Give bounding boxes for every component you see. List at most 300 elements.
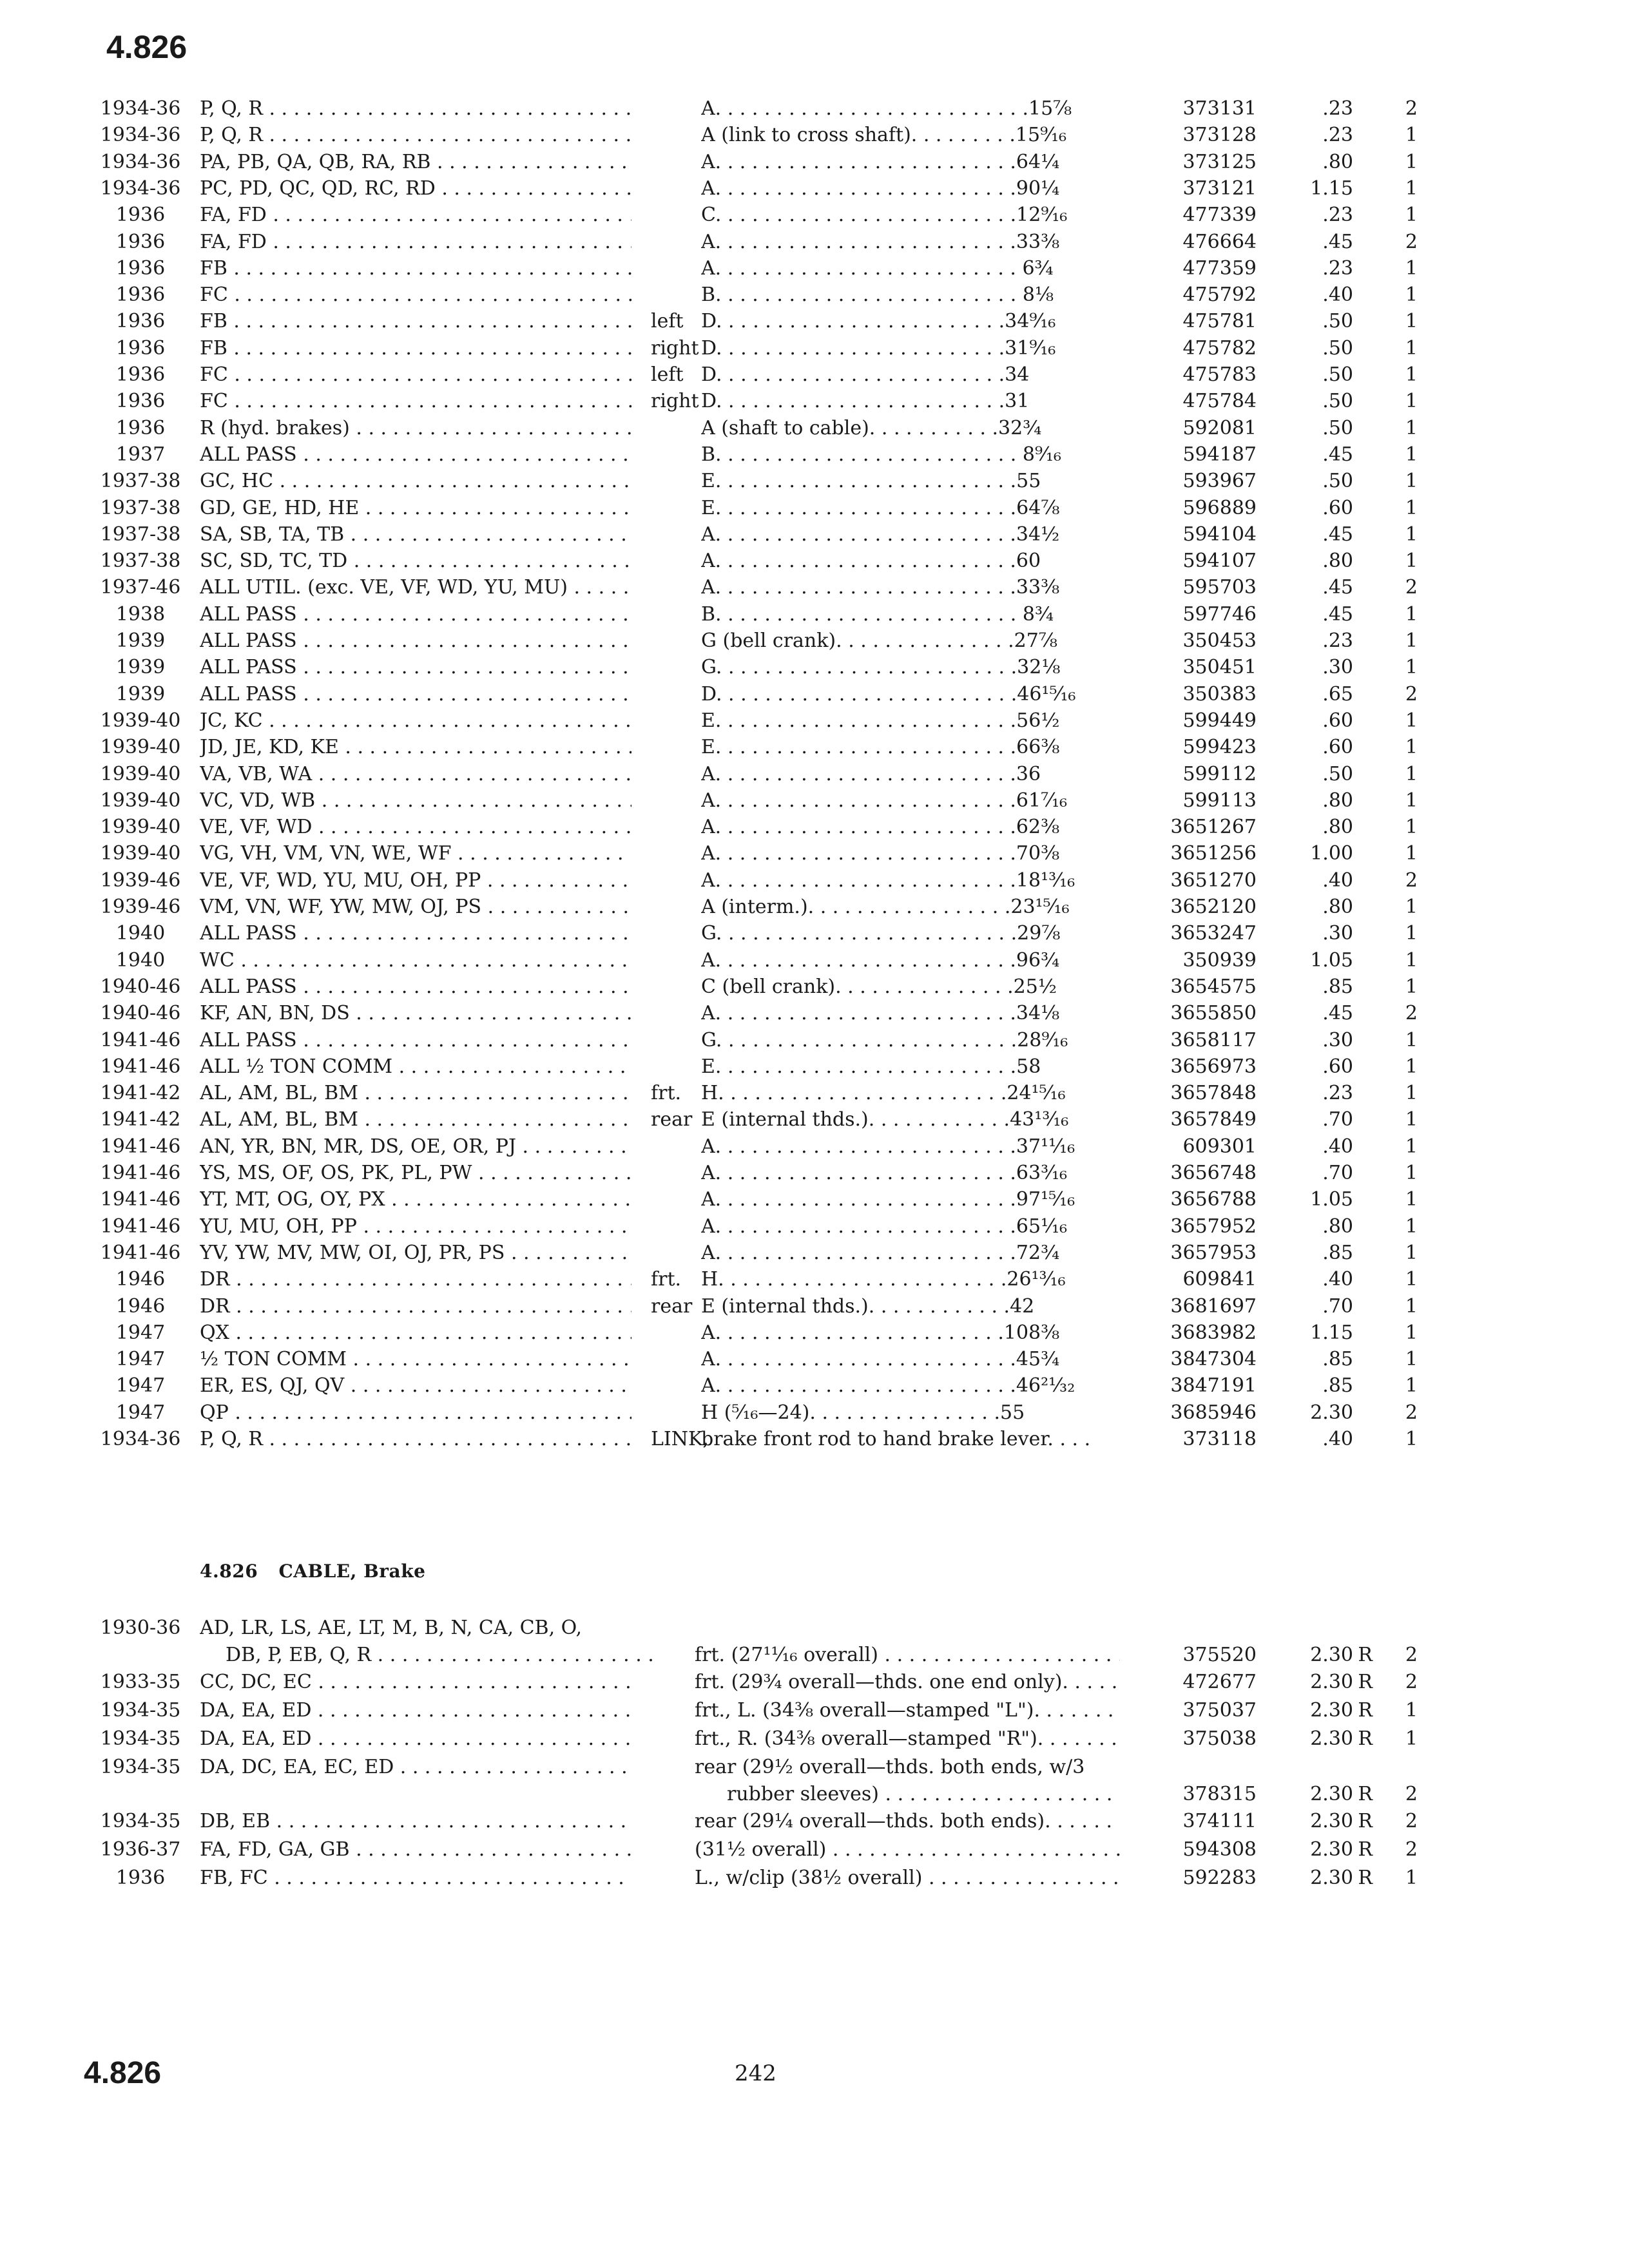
- model-list: VE, VF, WD . . .: [200, 814, 631, 840]
- part-description: A. . . . . . . . . . . . . . . . . . . . . . . . .45¾: [701, 1348, 1060, 1371]
- table-row: [0, 282, 1629, 308]
- table-row: [0, 1372, 1629, 1399]
- part-description: A. . . . . . . . . . . . . . . . . . . . . . . . .33⅜: [701, 576, 1060, 599]
- part-number: 3657952: [1170, 1215, 1257, 1238]
- year-range: 1937-38: [100, 550, 181, 573]
- table-row: [0, 628, 1629, 654]
- year-range: 1936: [115, 256, 166, 280]
- model-list: FA, FD . . .: [200, 202, 631, 228]
- part-price: .40: [1322, 869, 1353, 892]
- part-number: 375038: [1182, 1727, 1257, 1750]
- part-quantity: 1: [1405, 1135, 1418, 1158]
- model-list: SA, SB, TA, TB . . .: [200, 521, 631, 548]
- part-price: .45: [1322, 576, 1353, 599]
- part-description: brake front rod to hand brake lever. . . .: [701, 1428, 1091, 1450]
- table-row: [0, 495, 1629, 521]
- part-price: .45: [1322, 443, 1353, 466]
- year-range: 1936: [115, 204, 166, 227]
- part-number: 375520: [1182, 1644, 1257, 1666]
- part-description: A (shaft to cable). . . . . . . . . . .32¾: [701, 416, 1042, 439]
- part-description: A. . . . . . . . . . . . . . . . . . . . . . . . .63³⁄₁₆: [701, 1162, 1068, 1184]
- part-number: 350453: [1182, 629, 1257, 652]
- part-description: A. . . . . . . . . . . . . . . . . . . . . . . . .70⅜: [701, 842, 1060, 865]
- table-row: [0, 255, 1629, 282]
- part-number: 3655850: [1170, 1002, 1257, 1025]
- year-range: 1934-36: [100, 124, 181, 147]
- year-range: 1933-35: [100, 1671, 181, 1693]
- part-quantity: 2: [1405, 230, 1418, 253]
- part-price: .60: [1322, 709, 1353, 732]
- table-row: [0, 1266, 1629, 1293]
- table-row: [0, 441, 1629, 468]
- table-row: [0, 974, 1629, 1000]
- part-quantity: 2: [1405, 1838, 1418, 1861]
- model-list: P, Q, R . . .: [200, 122, 631, 148]
- part-price: .40: [1322, 1135, 1353, 1158]
- model-list: YV, YW, MV, MW, OI, OJ, PR, PS . . .: [200, 1240, 631, 1266]
- part-quantity: 1: [1405, 1028, 1418, 1052]
- model-list: AN, YR, BN, MR, DS, OE, OR, PJ . . .: [200, 1133, 631, 1160]
- table-row: [0, 761, 1629, 787]
- part-quantity: 1: [1405, 629, 1418, 652]
- table-row: [0, 1027, 1629, 1053]
- part-description: A. . . . . . . . . . . . . . . . . . . . . . . . .90¼: [701, 177, 1060, 200]
- part-number: 477359: [1182, 256, 1257, 280]
- part-quantity: 1: [1405, 736, 1418, 759]
- year-range: 1947: [115, 1321, 166, 1344]
- part-price: 1.05: [1310, 948, 1353, 972]
- part-price: 2.30: [1310, 1671, 1353, 1693]
- part-number: 476664: [1182, 230, 1257, 253]
- model-list: FB . . .: [200, 255, 631, 282]
- year-range: 1941-46: [100, 1241, 181, 1264]
- year-range: 1939: [115, 629, 166, 652]
- model-list: YS, MS, OF, OS, PK, PL, PW . . .: [200, 1160, 631, 1186]
- part-price: 2.30: [1310, 1810, 1353, 1832]
- table-row: [0, 548, 1629, 574]
- model-list: FA, FD, GA, GB . . .: [200, 1836, 631, 1863]
- part-number: 475781: [1182, 310, 1257, 333]
- model-list: JD, JE, KD, KE . . .: [200, 734, 631, 760]
- part-price: 2.30: [1310, 1783, 1353, 1805]
- part-number: 475782: [1182, 336, 1257, 360]
- table-row: [0, 894, 1629, 920]
- part-quantity: 1: [1405, 523, 1418, 546]
- part-number: 3658117: [1170, 1028, 1257, 1052]
- part-description: H. . . . . . . . . . . . . . . . . . . . . . . .26¹³⁄₁₆: [701, 1268, 1066, 1291]
- page-number: 242: [735, 2061, 776, 2086]
- part-description: D. . . . . . . . . . . . . . . . . . . . . . . . .46¹⁵⁄₁₆: [701, 682, 1076, 706]
- part-price: .50: [1322, 470, 1353, 493]
- position-prefix: frt.: [651, 1268, 682, 1291]
- part-description: C (bell crank). . . . . . . . . . . . . . .25½: [701, 975, 1057, 998]
- part-quantity: 2: [1405, 576, 1418, 599]
- part-description: A (interm.). . . . . . . . . . . . . . . . .23¹⁵⁄₁₆: [701, 896, 1070, 918]
- part-quantity: 1: [1405, 1241, 1418, 1264]
- model-list: WC . . .: [200, 947, 631, 974]
- part-number: 375037: [1182, 1699, 1257, 1722]
- year-range: 1941-46: [100, 1215, 181, 1238]
- part-quantity: 1: [1405, 762, 1418, 785]
- part-number: 373121: [1182, 177, 1257, 200]
- part-quantity: 2: [1405, 97, 1418, 120]
- part-number: 599113: [1182, 789, 1257, 812]
- table-row: [0, 867, 1629, 894]
- part-price: .23: [1322, 97, 1353, 120]
- part-price: 1.00: [1310, 842, 1353, 865]
- table-row: [0, 1697, 1629, 1724]
- part-quantity: 2: [1405, 1002, 1418, 1025]
- part-description: H (⁵⁄₁₆—24). . . . . . . . . . . . . . . .55: [701, 1401, 1025, 1424]
- part-price: .45: [1322, 602, 1353, 626]
- part-price: .85: [1322, 1374, 1353, 1398]
- part-number: 3847191: [1170, 1374, 1257, 1398]
- table-row: [0, 1293, 1629, 1320]
- model-list: VC, VD, WB . . .: [200, 787, 631, 814]
- table-row: [0, 1808, 1629, 1835]
- part-description: E (internal thds.). . . . . . . . . . . .43¹³⁄₁₆: [701, 1108, 1069, 1131]
- year-range: 1936: [115, 310, 166, 333]
- model-list: FA, FD . . .: [200, 229, 631, 255]
- year-range: 1937-46: [100, 576, 181, 599]
- part-price: 1.15: [1310, 1321, 1353, 1344]
- part-description: frt. (27¹¹⁄₁₆ overall) . . .: [695, 1642, 1120, 1668]
- model-list: AL, AM, BL, BM . . .: [200, 1106, 631, 1133]
- model-list: R (hyd. brakes) . . .: [200, 415, 631, 441]
- part-quantity: 1: [1405, 496, 1418, 519]
- part-description: G. . . . . . . . . . . . . . . . . . . . . . . . .28⁹⁄₁₆: [701, 1028, 1068, 1052]
- model-list: CC, DC, EC . . .: [200, 1669, 631, 1695]
- part-number: 3685946: [1170, 1401, 1257, 1424]
- part-number: 3652120: [1170, 896, 1257, 918]
- position-prefix: right: [651, 336, 699, 360]
- part-quantity: 2: [1405, 1671, 1418, 1693]
- page-footer-code: 4.826: [84, 2056, 162, 2090]
- part-number: 3651256: [1170, 842, 1257, 865]
- year-range: 1939-40: [100, 762, 181, 785]
- model-list: FB . . .: [200, 335, 631, 361]
- model-list: DA, EA, ED . . .: [200, 1697, 631, 1724]
- part-quantity: 1: [1405, 1727, 1418, 1750]
- part-price: .85: [1322, 1348, 1353, 1371]
- part-description: E. . . . . . . . . . . . . . . . . . . . . . . . .64⅞: [701, 496, 1060, 519]
- year-range: 1939-40: [100, 816, 181, 839]
- part-price: .45: [1322, 1002, 1353, 1025]
- part-price: .85: [1322, 975, 1353, 998]
- part-description: G. . . . . . . . . . . . . . . . . . . . . . . . .29⅞: [701, 922, 1061, 945]
- part-number: 593967: [1182, 470, 1257, 493]
- part-number: 3653247: [1170, 922, 1257, 945]
- part-description: A. . . . . . . . . . . . . . . . . . . . . . . . .36: [701, 762, 1041, 785]
- part-quantity: 1: [1405, 1188, 1418, 1211]
- part-price: .80: [1322, 789, 1353, 812]
- part-price: 1.05: [1310, 1188, 1353, 1211]
- part-description: A. . . . . . . . . . . . . . . . . . . . . . . . .18¹³⁄₁₆: [701, 869, 1075, 892]
- part-description: A. . . . . . . . . . . . . . . . . . . . . . . . .62⅜: [701, 816, 1060, 839]
- part-price: .23: [1322, 629, 1353, 652]
- year-range: 1946: [115, 1268, 166, 1291]
- model-list: QP . . .: [200, 1399, 631, 1426]
- part-quantity: 2: [1405, 1401, 1418, 1424]
- table-row: [0, 1000, 1629, 1026]
- price-class: R: [1358, 1644, 1373, 1666]
- part-quantity: 1: [1405, 896, 1418, 918]
- part-price: 2.30: [1310, 1644, 1353, 1666]
- price-class: R: [1358, 1671, 1373, 1693]
- model-list: ALL UTIL. (exc. VE, VF, WD, YU, MU) . . .: [200, 574, 631, 601]
- position-prefix: rear: [651, 1294, 693, 1318]
- year-range: 1938: [115, 602, 166, 626]
- part-number: 3657849: [1170, 1108, 1257, 1131]
- part-quantity: 1: [1405, 284, 1418, 307]
- part-description: A. . . . . . . . . . . . . . . . . . . . . . . . .34½: [701, 523, 1060, 546]
- part-price: 2.30: [1310, 1699, 1353, 1722]
- table-row: [0, 1320, 1629, 1346]
- part-description: D. . . . . . . . . . . . . . . . . . . . . . . .31: [701, 390, 1030, 413]
- year-range: 1941-46: [100, 1188, 181, 1211]
- model-list: ALL PASS . . .: [200, 654, 631, 680]
- part-description-continued: rubber sleeves) . . .: [727, 1781, 1113, 1807]
- model-list: PC, PD, QC, QD, RC, RD . . .: [200, 175, 631, 202]
- part-number: 599112: [1182, 762, 1257, 785]
- model-list: ALL ½ TON COMM . . .: [200, 1053, 631, 1080]
- part-description: A. . . . . . . . . . . . . . . . . . . . . . . . .96¾: [701, 948, 1060, 972]
- part-quantity: 1: [1405, 1055, 1418, 1078]
- part-number: 595703: [1182, 576, 1257, 599]
- part-number: 3654575: [1170, 975, 1257, 998]
- part-number: 3656748: [1170, 1162, 1257, 1184]
- part-description: B. . . . . . . . . . . . . . . . . . . . . . . . . 8¾: [701, 602, 1054, 626]
- year-range: 1939-40: [100, 842, 181, 865]
- position-prefix: left: [651, 363, 684, 386]
- year-range: 1937-38: [100, 523, 181, 546]
- part-price: .50: [1322, 336, 1353, 360]
- part-quantity: 2: [1405, 1810, 1418, 1832]
- part-quantity: 1: [1405, 1268, 1418, 1291]
- part-description: E (internal thds.). . . . . . . . . . . .42: [701, 1294, 1035, 1318]
- part-price: .45: [1322, 523, 1353, 546]
- part-price: .45: [1322, 230, 1353, 253]
- table-row: [0, 361, 1629, 388]
- table-row: [0, 388, 1629, 414]
- part-description: (31½ overall) . . .: [695, 1836, 1120, 1863]
- part-number: 594107: [1182, 550, 1257, 573]
- year-range: 1936: [115, 390, 166, 413]
- year-range: 1941-46: [100, 1028, 181, 1052]
- year-range: 1940: [115, 922, 166, 945]
- table-row: [0, 707, 1629, 734]
- year-range: 1936: [115, 284, 166, 307]
- part-description: A. . . . . . . . . . . . . . . . . . . . . . . . .64¼: [701, 150, 1060, 173]
- year-range: 1941-42: [100, 1082, 181, 1105]
- table-row: [0, 601, 1629, 628]
- model-list: ALL PASS . . .: [200, 441, 631, 468]
- model-list: FC . . .: [200, 388, 631, 414]
- part-description: B. . . . . . . . . . . . . . . . . . . . . . . . . 8⁹⁄₁₆: [701, 443, 1062, 466]
- part-price: .50: [1322, 762, 1353, 785]
- part-price: .50: [1322, 310, 1353, 333]
- table-row: [0, 814, 1629, 840]
- year-range: 1941-46: [100, 1162, 181, 1184]
- model-list: ALL PASS . . .: [200, 1027, 631, 1053]
- part-price: .40: [1322, 284, 1353, 307]
- part-number: 609301: [1182, 1135, 1257, 1158]
- table-row: [0, 1426, 1629, 1452]
- part-price: .85: [1322, 1241, 1353, 1264]
- part-number: 475792: [1182, 284, 1257, 307]
- table-row: [0, 1754, 1629, 1808]
- part-description: G. . . . . . . . . . . . . . . . . . . . . . . . .32⅛: [701, 656, 1061, 679]
- part-price: .30: [1322, 1028, 1353, 1052]
- price-class: R: [1358, 1727, 1373, 1750]
- year-range: 1937-38: [100, 496, 181, 519]
- part-description: L., w/clip (38½ overall) . . .: [695, 1865, 1120, 1891]
- year-range: 1936-37: [100, 1838, 181, 1861]
- part-quantity: 1: [1405, 1082, 1418, 1105]
- year-range: 1939-46: [100, 896, 181, 918]
- part-price: .70: [1322, 1294, 1353, 1318]
- part-number: 373131: [1182, 97, 1257, 120]
- table-row: [0, 202, 1629, 228]
- part-number: 599449: [1182, 709, 1257, 732]
- year-range: 1947: [115, 1374, 166, 1398]
- table-row: [0, 95, 1629, 122]
- year-range: 1939-40: [100, 709, 181, 732]
- price-class: R: [1358, 1810, 1373, 1832]
- part-description: B. . . . . . . . . . . . . . . . . . . . . . . . . 8⅛: [701, 284, 1054, 307]
- part-number: 3656788: [1170, 1188, 1257, 1211]
- year-range: 1936: [115, 1867, 166, 1889]
- model-list: GC, HC . . .: [200, 468, 631, 494]
- table-row: [0, 1053, 1629, 1080]
- part-description: rear (29½ overall—thds. both ends, w/3: [695, 1756, 1085, 1778]
- part-description: E. . . . . . . . . . . . . . . . . . . . . . . . .56½: [701, 709, 1060, 732]
- year-range: 1940-46: [100, 1002, 181, 1025]
- part-description: E. . . . . . . . . . . . . . . . . . . . . . . . .66⅜: [701, 736, 1060, 759]
- year-range: 1939-40: [100, 789, 181, 812]
- part-number: 609841: [1182, 1268, 1257, 1291]
- part-description: A. . . . . . . . . . . . . . . . . . . . . . . . .72¾: [701, 1241, 1060, 1264]
- part-description: H. . . . . . . . . . . . . . . . . . . . . . . .24¹⁵⁄₁₆: [701, 1082, 1066, 1105]
- year-range: 1934-35: [100, 1699, 181, 1722]
- part-description: E. . . . . . . . . . . . . . . . . . . . . . . . .58: [701, 1055, 1041, 1078]
- position-prefix: rear: [651, 1108, 693, 1131]
- part-number: 350383: [1182, 682, 1257, 706]
- part-number: 592283: [1182, 1867, 1257, 1889]
- position-prefix: frt.: [651, 1082, 682, 1105]
- part-number: 3657953: [1170, 1241, 1257, 1264]
- part-price: .23: [1322, 124, 1353, 147]
- year-range: 1941-46: [100, 1055, 181, 1078]
- position-prefix: right: [651, 390, 699, 413]
- part-quantity: 2: [1405, 682, 1418, 706]
- part-price: .60: [1322, 1055, 1353, 1078]
- part-quantity: 2: [1405, 1783, 1418, 1805]
- year-range: 1939: [115, 682, 166, 706]
- part-price: 2.30: [1310, 1401, 1353, 1424]
- part-quantity: 1: [1405, 1428, 1418, 1450]
- part-quantity: 1: [1405, 310, 1418, 333]
- part-number: 373118: [1182, 1428, 1257, 1450]
- page-header-code: 4.826: [106, 29, 188, 65]
- year-range: 1936: [115, 416, 166, 439]
- table-row: [0, 1836, 1629, 1863]
- part-quantity: 1: [1405, 1215, 1418, 1238]
- model-list: ALL PASS . . .: [200, 681, 631, 707]
- part-price: 2.30: [1310, 1727, 1353, 1750]
- model-list: AD, LR, LS, AE, LT, M, B, N, CA, CB, O,: [200, 1617, 583, 1639]
- table-row: [0, 415, 1629, 441]
- part-description: D. . . . . . . . . . . . . . . . . . . . . . . .31⁹⁄₁₆: [701, 336, 1056, 360]
- section-title: CABLE, Brake: [278, 1561, 426, 1582]
- table-row: [0, 1186, 1629, 1213]
- part-description: E. . . . . . . . . . . . . . . . . . . . . . . . .55: [701, 470, 1041, 493]
- part-number: 3651267: [1170, 816, 1257, 839]
- part-quantity: 1: [1405, 1162, 1418, 1184]
- table-row: [0, 1133, 1629, 1160]
- part-price: .50: [1322, 416, 1353, 439]
- model-list: ½ TON COMM . . .: [200, 1346, 631, 1372]
- model-list: QX . . .: [200, 1320, 631, 1346]
- part-price: 2.30: [1310, 1838, 1353, 1861]
- year-range: 1947: [115, 1401, 166, 1424]
- part-description: C. . . . . . . . . . . . . . . . . . . . . . . . .12⁹⁄₁₆: [701, 204, 1068, 227]
- part-quantity: 2: [1405, 869, 1418, 892]
- year-range: 1940-46: [100, 975, 181, 998]
- model-list: DR . . .: [200, 1293, 631, 1320]
- model-list: FC . . .: [200, 361, 631, 388]
- part-number: 3681697: [1170, 1294, 1257, 1318]
- table-row: [0, 1669, 1629, 1696]
- part-quantity: 1: [1405, 1294, 1418, 1318]
- part-quantity: 1: [1405, 842, 1418, 865]
- part-number: 592081: [1182, 416, 1257, 439]
- year-range: 1934-35: [100, 1727, 181, 1750]
- model-list: VM, VN, WF, YW, MW, OJ, PS . . .: [200, 894, 631, 920]
- table-row: [0, 1865, 1629, 1892]
- table-row: [0, 149, 1629, 175]
- part-number: 594187: [1182, 443, 1257, 466]
- year-range: 1934-36: [100, 150, 181, 173]
- position-prefix: left: [651, 310, 684, 333]
- model-list: YU, MU, OH, PP . . .: [200, 1213, 631, 1240]
- part-description: frt., R. (34⅜ overall—stamped "R"). . . . . . . .: [695, 1725, 1120, 1752]
- part-quantity: 1: [1405, 204, 1418, 227]
- table-row: [0, 1080, 1629, 1106]
- part-quantity: 1: [1405, 709, 1418, 732]
- part-number: 599423: [1182, 736, 1257, 759]
- model-list: SC, SD, TC, TD . . .: [200, 548, 631, 574]
- part-price: .50: [1322, 390, 1353, 413]
- part-number: 475784: [1182, 390, 1257, 413]
- part-quantity: 1: [1405, 1867, 1418, 1889]
- table-row: [0, 681, 1629, 707]
- model-list: ER, ES, QJ, QV . . .: [200, 1372, 631, 1399]
- part-quantity: 1: [1405, 922, 1418, 945]
- part-quantity: 1: [1405, 816, 1418, 839]
- part-description: A. . . . . . . . . . . . . . . . . . . . . . . . .37¹¹⁄₁₆: [701, 1135, 1075, 1158]
- table-row: [0, 840, 1629, 867]
- model-list: P, Q, R . . .: [200, 1426, 631, 1452]
- year-range: 1937-38: [100, 470, 181, 493]
- table-row: [0, 1160, 1629, 1186]
- part-description: A. . . . . . . . . . . . . . . . . . . . . . . . .97¹⁵⁄₁₆: [701, 1188, 1075, 1211]
- year-range: 1939-40: [100, 736, 181, 759]
- part-price: .80: [1322, 150, 1353, 173]
- part-quantity: 1: [1405, 390, 1418, 413]
- model-list-continued: DB, P, EB, Q, R . . .: [226, 1642, 657, 1668]
- position-prefix: LINK,: [651, 1428, 709, 1450]
